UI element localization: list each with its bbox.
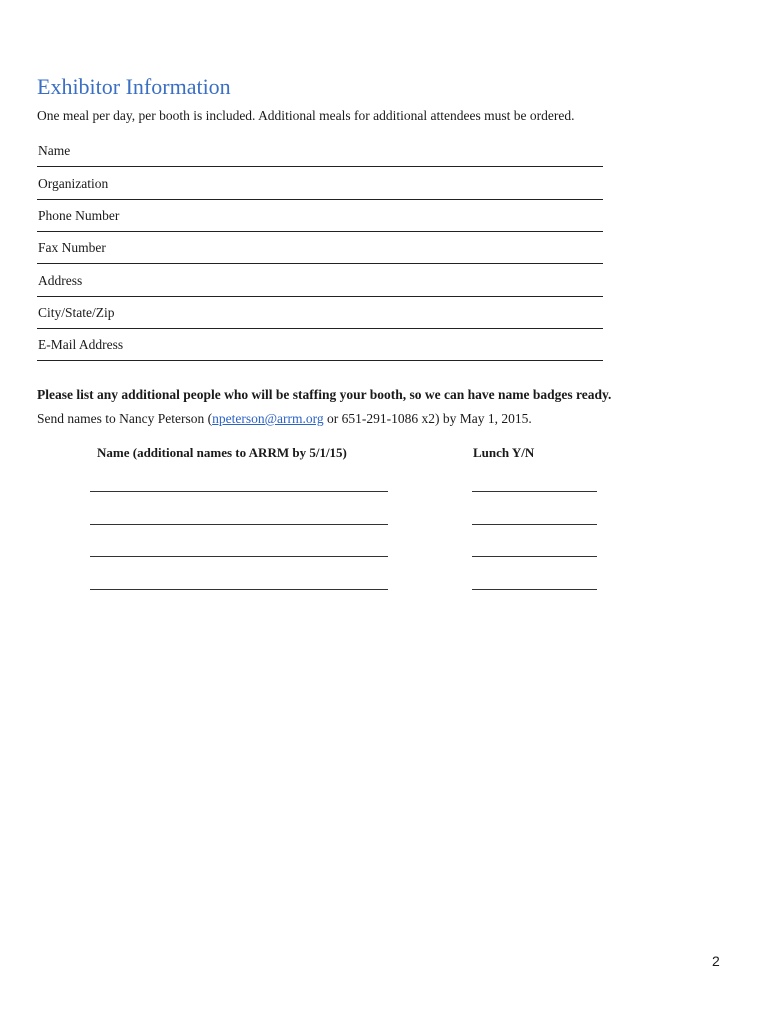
fax-number-field[interactable] [37,231,603,264]
name-field[interactable] [37,134,603,167]
additional-name-line[interactable] [90,491,388,492]
organization-label: Organization [38,176,109,191]
lunch-yn-line[interactable] [472,556,597,557]
email-link[interactable]: npeterson@arrm.org [212,411,324,426]
send-suffix: or 651-291-1086 x2) by May 1, 2015. [323,411,532,426]
page-number: 2 [712,953,720,969]
additional-names-column-header: Name (additional names to ARRM by 5/1/15) [97,445,347,460]
lunch-yn-line[interactable] [472,589,597,590]
page-title: Exhibitor Information [37,74,231,99]
city-state-zip-label: City/State/Zip [38,305,115,320]
email-address-field[interactable] [37,328,603,361]
staffing-instructions: Please list any additional people who will be staffing your booth, so we can have name badges ready. [37,387,612,402]
send-names-note [37,410,532,428]
phone-number-field[interactable] [37,199,603,232]
organization-field[interactable] [37,167,603,200]
lunch-yn-line[interactable] [472,524,597,525]
city-state-zip-field[interactable] [37,296,603,329]
lunch-column-header: Lunch Y/N [473,445,535,460]
send-prefix: Send names to Nancy Peterson ( [37,411,213,426]
meal-note: One meal per day, per booth is included. Additional meals for additional attendees must be ordered. [37,108,575,123]
address-label: Address [38,273,83,288]
additional-name-line[interactable] [90,589,388,590]
additional-name-line[interactable] [90,524,388,525]
email-address-label: E-Mail Address [38,337,124,352]
lunch-yn-line[interactable] [472,491,597,492]
additional-name-line[interactable] [90,556,388,557]
fax-number-label: Fax Number [38,240,106,255]
phone-number-label: Phone Number [38,208,120,223]
name-label: Name [38,143,71,158]
address-field[interactable] [37,264,603,297]
